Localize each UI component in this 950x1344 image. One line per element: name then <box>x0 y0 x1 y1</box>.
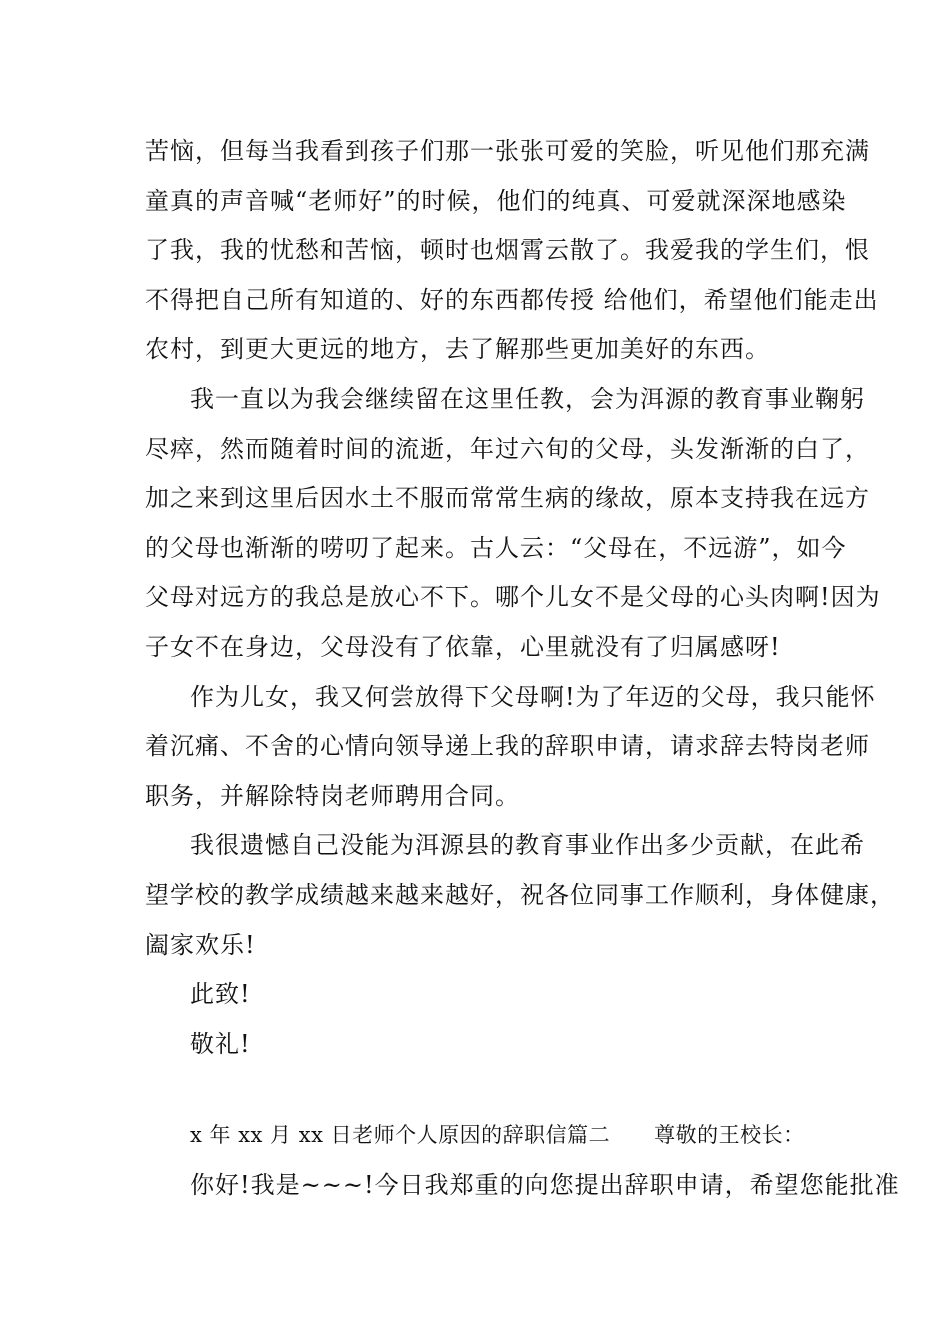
text-line: 望学校的教学成绩越来越来越好，祝各位同事工作顺利，身体健康， <box>145 880 895 909</box>
text-line: 的父母也渐渐的唠叨了起来。古人云：“父母在，不远游”，如今 <box>145 533 847 562</box>
section-heading-line <box>145 1111 825 1161</box>
text-line: 子女不在身边，父母没有了依靠，心里就没有了归属感呀! <box>145 632 781 661</box>
text-line: 不得把自己所有知道的、好的东西都传授 给他们，希望他们能走出 <box>145 285 879 314</box>
text-line: 职务，并解除特岗老师聘用合同。 <box>145 781 520 810</box>
text-line: 童真的声音喊“老师好”的时候，他们的纯真、可爱就深深地感染 <box>145 186 847 215</box>
text-line: 着沉痛、不舍的心情向领导递上我的辞职申请，请求辞去特岗老师 <box>145 732 870 761</box>
text-line: 父母对远方的我总是放心不下。哪个儿女不是父母的心头肉啊!因为 <box>145 583 881 612</box>
section-heading: x 年 xx 月 xx 日老师个人原因的辞职信篇二 <box>190 1123 611 1148</box>
text-line: 作为儿女，我又何尝放得下父母啊!为了年迈的父母，我只能怀 <box>190 682 876 711</box>
paragraph-4 <box>145 821 895 970</box>
letter-closing <box>145 970 825 1069</box>
section-spacer <box>145 1069 825 1111</box>
text-line: 你好!我是~~~!今日我郑重的向您提出辞职申请，希望您能批准 <box>190 1170 900 1199</box>
paragraph-3 <box>145 673 876 822</box>
document-page <box>145 127 900 1210</box>
section-two <box>145 1111 900 1210</box>
text-line: 苦恼，但每当我看到孩子们那一张张可爱的笑脸，听见他们那充满 <box>145 137 870 165</box>
closing-line: 此致! <box>190 980 251 1009</box>
closing-line: 敬礼! <box>190 1029 251 1058</box>
text-line: 阖家欢乐! <box>145 930 256 959</box>
paragraph-2 <box>145 375 881 673</box>
text-line: 农村，到更大更远的地方，去了解那些更加美好的东西。 <box>145 335 770 364</box>
text-line: 我一直以为我会继续留在这里任教，会为洱源的教育事业鞠躬 <box>190 384 865 413</box>
text-line: 加之来到这里后因水土不服而常常生病的缘故，原本支持我在远方 <box>145 484 870 513</box>
text-line: 尽瘁，然而随着时间的流逝，年过六旬的父母，头发渐渐的白了， <box>145 434 870 463</box>
salutation: 尊敬的王校长： <box>654 1123 805 1148</box>
text-line: 了我，我的忧愁和苦恼，顿时也烟霄云散了。我爱我的学生们，恨 <box>145 236 870 265</box>
text-line: 我很遗憾自己没能为洱源县的教育事业作出多少贡献，在此希 <box>190 831 865 860</box>
paragraph-1 <box>145 127 879 375</box>
